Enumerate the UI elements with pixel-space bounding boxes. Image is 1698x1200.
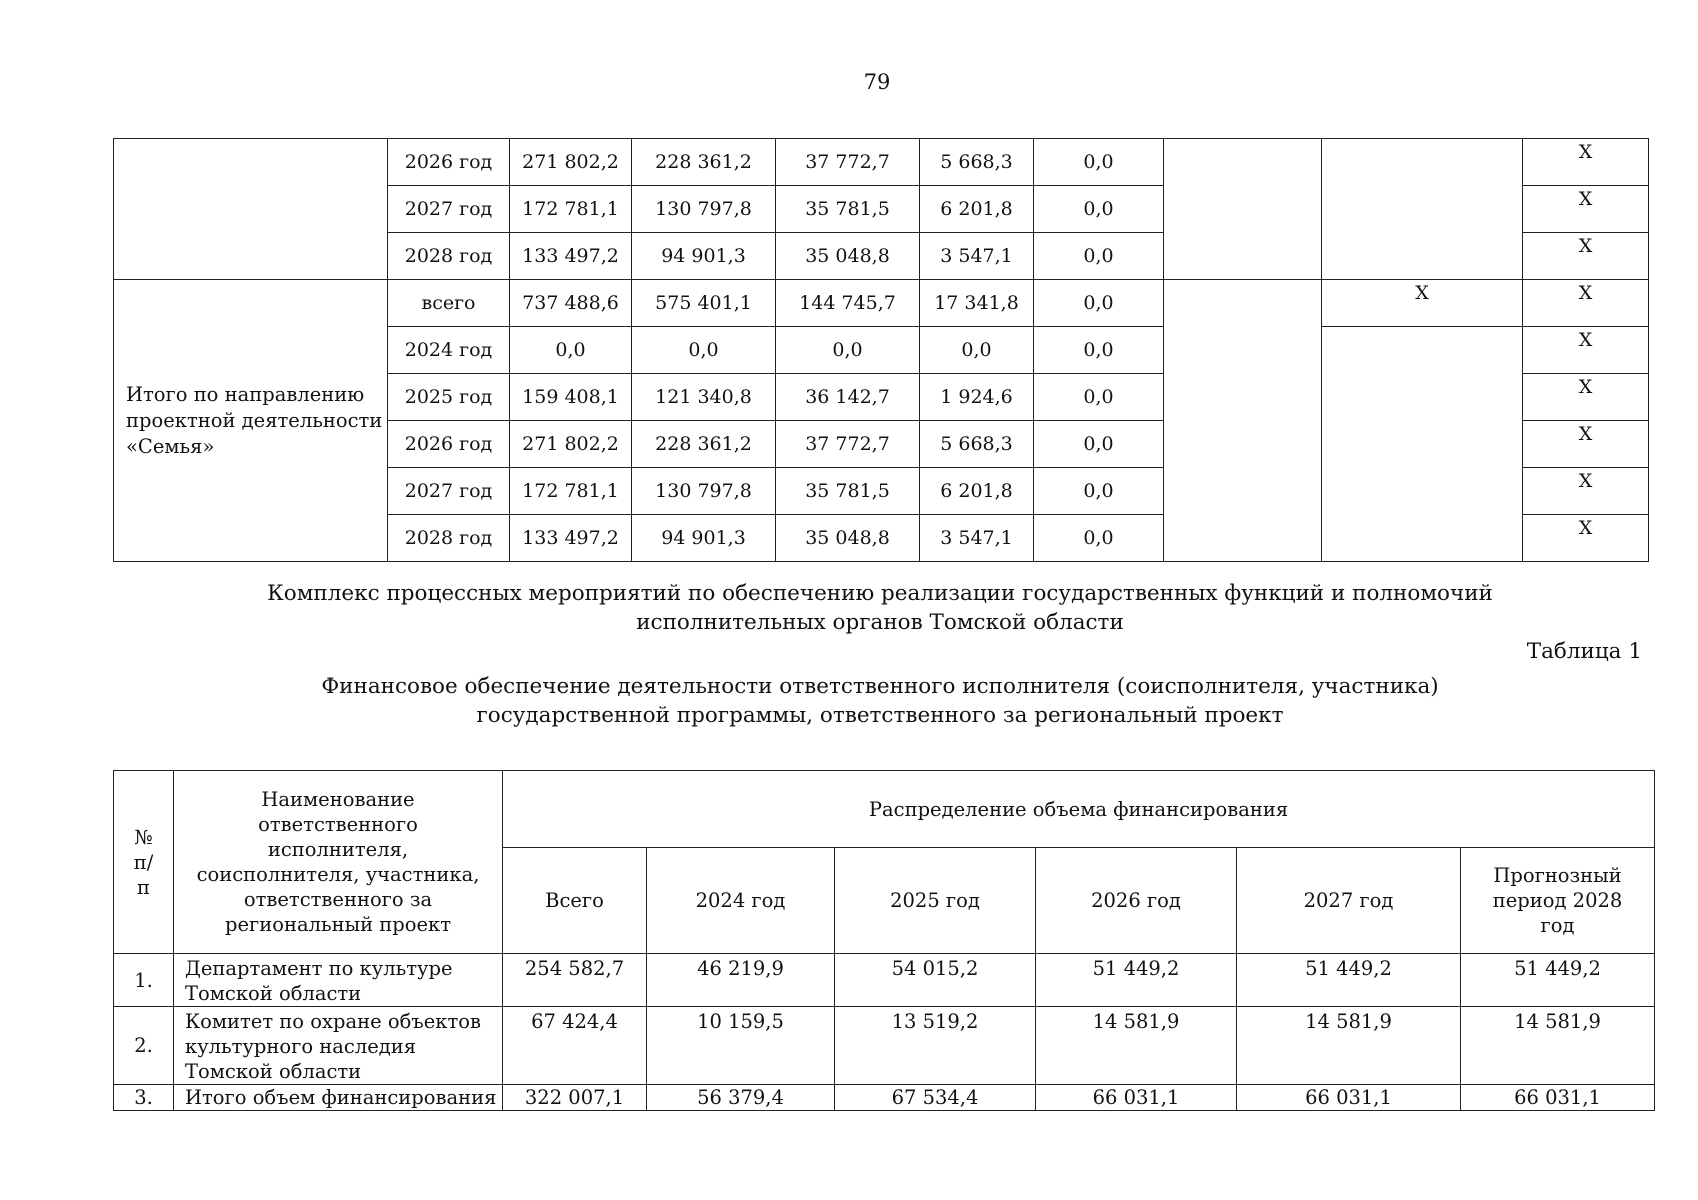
row-name: Комитет по охране объектов культурного наследия Томской области xyxy=(174,1007,503,1085)
value-cell: 0,0 xyxy=(632,327,776,374)
value-cell: 67 534,4 xyxy=(835,1085,1036,1111)
value-cell: 0,0 xyxy=(1034,280,1164,327)
value-cell: 228 361,2 xyxy=(632,139,776,186)
empty-cell xyxy=(1164,280,1322,562)
row-number: 1. xyxy=(114,954,174,1007)
header-row xyxy=(114,771,1655,848)
value-cell: 51 449,2 xyxy=(1461,954,1655,1007)
value-cell: 3 547,1 xyxy=(920,233,1034,280)
year-cell: 2026 год xyxy=(388,139,510,186)
x-mark-cell: Х xyxy=(1523,139,1649,186)
col-total-header: Всего xyxy=(503,848,647,954)
value-cell: 35 048,8 xyxy=(776,233,920,280)
value-cell: 5 668,3 xyxy=(920,421,1034,468)
col-2028-header: Прогнозный период 2028 год xyxy=(1461,848,1655,954)
year-cell: 2028 год xyxy=(388,515,510,562)
x-mark-cell: Х xyxy=(1322,280,1523,327)
row-name: Итого объем финансирования xyxy=(174,1085,503,1111)
value-cell: 66 031,1 xyxy=(1237,1085,1461,1111)
value-cell: 0,0 xyxy=(1034,186,1164,233)
section-heading xyxy=(0,579,1698,637)
x-mark-cell: Х xyxy=(1523,421,1649,468)
year-cell: 2024 год xyxy=(388,327,510,374)
x-mark-cell: Х xyxy=(1523,374,1649,421)
financing-table xyxy=(113,770,1655,1111)
col-group-header: Распределение объема финансирования xyxy=(503,771,1655,848)
value-cell: 737 488,6 xyxy=(510,280,632,327)
row-number: 3. xyxy=(114,1085,174,1111)
year-cell: 2026 год xyxy=(388,421,510,468)
col-2024-header: 2024 год xyxy=(647,848,835,954)
table-row xyxy=(114,1007,1655,1085)
value-cell: 13 519,2 xyxy=(835,1007,1036,1085)
col-name-header: Наименование ответственного исполнителя, соисполнителя, участника, ответственного за региональный проект xyxy=(174,771,503,954)
year-cell: 2027 год xyxy=(388,468,510,515)
empty-cell xyxy=(1322,327,1523,562)
value-cell: 66 031,1 xyxy=(1461,1085,1655,1111)
value-cell: 35 048,8 xyxy=(776,515,920,562)
col-num-header: № п/п xyxy=(114,771,174,954)
value-cell: 35 781,5 xyxy=(776,468,920,515)
value-cell: 94 901,3 xyxy=(632,233,776,280)
value-cell: 130 797,8 xyxy=(632,468,776,515)
value-cell: 46 219,9 xyxy=(647,954,835,1007)
value-cell: 121 340,8 xyxy=(632,374,776,421)
value-cell: 228 361,2 xyxy=(632,421,776,468)
value-cell: 172 781,1 xyxy=(510,468,632,515)
value-cell: 1 924,6 xyxy=(920,374,1034,421)
value-cell: 0,0 xyxy=(1034,515,1164,562)
value-cell: 159 408,1 xyxy=(510,374,632,421)
table-row xyxy=(114,1085,1655,1111)
value-cell: 37 772,7 xyxy=(776,421,920,468)
section-heading-line: исполнительных органов Томской области xyxy=(636,610,1124,635)
value-cell: 271 802,2 xyxy=(510,139,632,186)
row-name: Департамент по культуре Томской области xyxy=(174,954,503,1007)
value-cell: 35 781,5 xyxy=(776,186,920,233)
col-2026-header: 2026 год xyxy=(1036,848,1237,954)
col-2027-header: 2027 год xyxy=(1237,848,1461,954)
value-cell: 0,0 xyxy=(776,327,920,374)
value-cell: 0,0 xyxy=(1034,374,1164,421)
value-cell: 0,0 xyxy=(510,327,632,374)
value-cell: 0,0 xyxy=(1034,468,1164,515)
value-cell: 94 901,3 xyxy=(632,515,776,562)
value-cell: 6 201,8 xyxy=(920,186,1034,233)
value-cell: 3 547,1 xyxy=(920,515,1034,562)
year-cell: 2027 год xyxy=(388,186,510,233)
value-cell: 133 497,2 xyxy=(510,233,632,280)
value-cell: 133 497,2 xyxy=(510,515,632,562)
x-mark-cell: Х xyxy=(1523,468,1649,515)
value-cell: 271 802,2 xyxy=(510,421,632,468)
value-cell: 575 401,1 xyxy=(632,280,776,327)
empty-cell xyxy=(1322,139,1523,280)
value-cell: 14 581,9 xyxy=(1036,1007,1237,1085)
x-mark-cell: Х xyxy=(1523,280,1649,327)
x-mark-cell: Х xyxy=(1523,186,1649,233)
value-cell: 0,0 xyxy=(1034,233,1164,280)
year-cell: 2028 год xyxy=(388,233,510,280)
value-cell: 17 341,8 xyxy=(920,280,1034,327)
table-row xyxy=(114,280,1649,327)
value-cell: 54 015,2 xyxy=(835,954,1036,1007)
table-row xyxy=(114,954,1655,1007)
value-cell: 56 379,4 xyxy=(647,1085,835,1111)
value-cell: 172 781,1 xyxy=(510,186,632,233)
value-cell: 0,0 xyxy=(920,327,1034,374)
value-cell: 67 424,4 xyxy=(503,1007,647,1085)
project-funding-table xyxy=(113,138,1649,562)
year-cell: 2025 год xyxy=(388,374,510,421)
value-cell: 36 142,7 xyxy=(776,374,920,421)
section-heading-line: Комплекс процессных мероприятий по обеспечению реализации государственных функций и полномочий xyxy=(267,581,1493,606)
empty-label-cell xyxy=(114,139,388,280)
value-cell: 51 449,2 xyxy=(1036,954,1237,1007)
total-label-cell: Итого по направлению проектной деятельности «Семья» xyxy=(114,280,388,562)
value-cell: 5 668,3 xyxy=(920,139,1034,186)
value-cell: 130 797,8 xyxy=(632,186,776,233)
page-number: 79 xyxy=(863,70,891,94)
table-row xyxy=(114,139,1649,186)
value-cell: 0,0 xyxy=(1034,139,1164,186)
value-cell: 10 159,5 xyxy=(647,1007,835,1085)
value-cell: 322 007,1 xyxy=(503,1085,647,1111)
value-cell: 254 582,7 xyxy=(503,954,647,1007)
value-cell: 37 772,7 xyxy=(776,139,920,186)
table-title-line: государственной программы, ответственного за региональный проект xyxy=(476,703,1284,728)
table-number: Таблица 1 xyxy=(1526,639,1642,664)
empty-cell xyxy=(1164,139,1322,280)
x-mark-cell: Х xyxy=(1523,327,1649,374)
value-cell: 6 201,8 xyxy=(920,468,1034,515)
row-number: 2. xyxy=(114,1007,174,1085)
value-cell: 0,0 xyxy=(1034,421,1164,468)
x-mark-cell: Х xyxy=(1523,233,1649,280)
x-mark-cell: Х xyxy=(1523,515,1649,562)
year-cell: всего xyxy=(388,280,510,327)
value-cell: 66 031,1 xyxy=(1036,1085,1237,1111)
value-cell: 51 449,2 xyxy=(1237,954,1461,1007)
value-cell: 144 745,7 xyxy=(776,280,920,327)
table-title xyxy=(0,672,1698,730)
table-title-line: Финансовое обеспечение деятельности ответственного исполнителя (соисполнителя, участника) xyxy=(321,674,1439,699)
value-cell: 14 581,9 xyxy=(1237,1007,1461,1085)
value-cell: 14 581,9 xyxy=(1461,1007,1655,1085)
col-2025-header: 2025 год xyxy=(835,848,1036,954)
value-cell: 0,0 xyxy=(1034,327,1164,374)
